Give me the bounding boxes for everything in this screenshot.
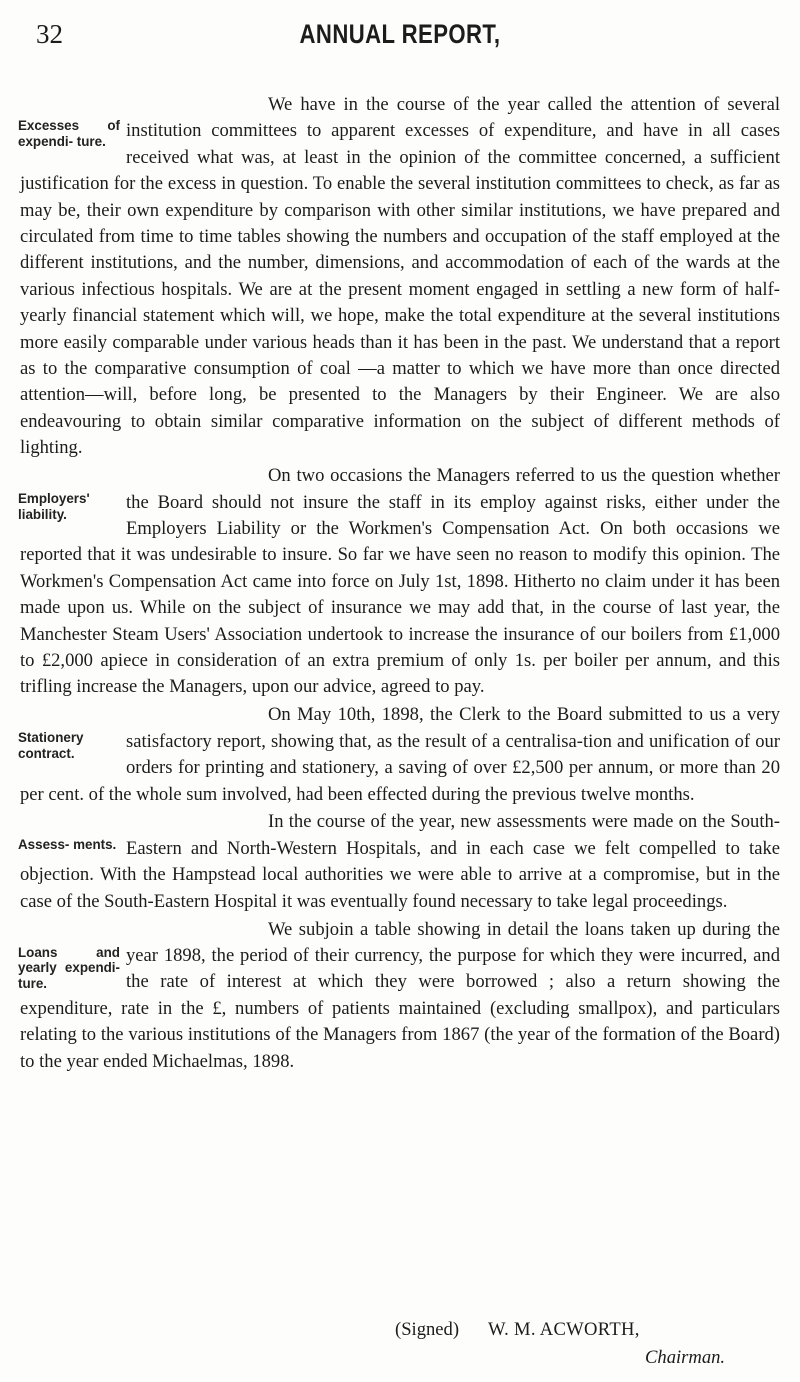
paragraph-text: We subjoin a table showing in detail the loans taken up during the year 1898, the period of their currency, the purpose for which they were incurred, and the rate of interest at which they were borrowed ; also a return showing the expenditure, rate in the £, numbers of patients maintained (excluding smallpox), and particulars relating to the various institutions of the Managers from 1867 (the year of the formation of the Board) to the year ended Michaelmas, 1898. [20,918,780,1072]
paragraph-text: We have in the course of the year called the attention of several institution committees to apparent excesses of expenditure, and have in all cases received what was, at least in the opinion of the committee concerned, a sufficient justification for the excess in question. To enable the several institution committees to check, as far as may be, their own expenditure by comparison with other similar institutions, we have prepared and circulated from time to time tables showing the numbers and occupation of the staff employed at the different institutions, and the number, dimensions, and accommodation of each of the wards at the various infectious hospitals. We are at the present moment engaged in settling a new form of half-yearly financial statement which will, we hope, make the total expenditure at the several institutions more easily comparable under various heads than it has been in the past. We understand that a report as to the comparative consumption of coal —a matter to which we have more than once directed attention—will, before long, be presented to the Managers by their Engineer. We are also endeavouring to obtain similar comparative information on the subject of different methods of lighting. [20,94,780,459]
sidenote-assessments: Assess- ments. [18,837,117,853]
sidenote-stationery: Stationery contract. [18,730,84,762]
paragraph-assessments [20,809,780,915]
sidenote-excesses: Excesses of expendi- ture. [18,118,120,149]
signed-label: (Signed) [395,1319,460,1340]
running-title: ANNUAL REPORT, [299,19,501,49]
page-header [20,14,780,54]
paragraph-text: On two occasions the Managers referred to us the question whether the Board should not insure the staff in its employ against risks, either under the Employers Liability or the Workmen's Compensation Act. On both occasions we reported that it was undesirable to insure. So far we have seen no reason to modify this opinion. The Workmen's Compensation Act came into force on July 1st, 1898. Hitherto no claim under it has been made upon us. While on the subject of insurance we may add that, in the course of last year, the Manchester Steam Users' Association undertook to increase the insurance of our boilers from £1,000 to £2,000 apiece in consideration of an extra premium of only 1s. per boiler per annum, and this trifling increase the Managers, upon our advice, agreed to pay. [20,465,780,698]
paragraph-stationery [20,702,780,808]
paragraph-text: In the course of the year, new assessments were made on the South-Eastern and North-Western Hospitals, and in each case we felt compelled to take objection. With the Hampstead local authorities we were able to arrive at a compromise, but in the case of the South-Eastern Hospital it was eventually found necessary to take legal proceedings. [20,811,780,912]
sidenote-employers-liability: Employers' liability. [18,491,90,522]
page-number: 32 [36,19,63,49]
paragraph-excesses [20,92,780,462]
paragraph-text: On May 10th, 1898, the Clerk to the Board submitted to us a very satisfactory report, showing that, as the result of a centralisa-tion and unification of our orders for printing and stationery, a saving of over £2,500 per annum, or more than 20 per cent. of the whole sum involved, had been effected during the previous twelve months. [20,704,780,805]
report-body [20,92,780,1077]
paragraph-loans [20,917,780,1075]
signer-name: W. M. ACWORTH, [488,1319,640,1340]
signer-role: Chairman. [645,1347,726,1368]
sidenote-loans: Loans and yearly expendi- ture. [18,944,120,992]
paragraph-employers-liability [20,463,780,701]
